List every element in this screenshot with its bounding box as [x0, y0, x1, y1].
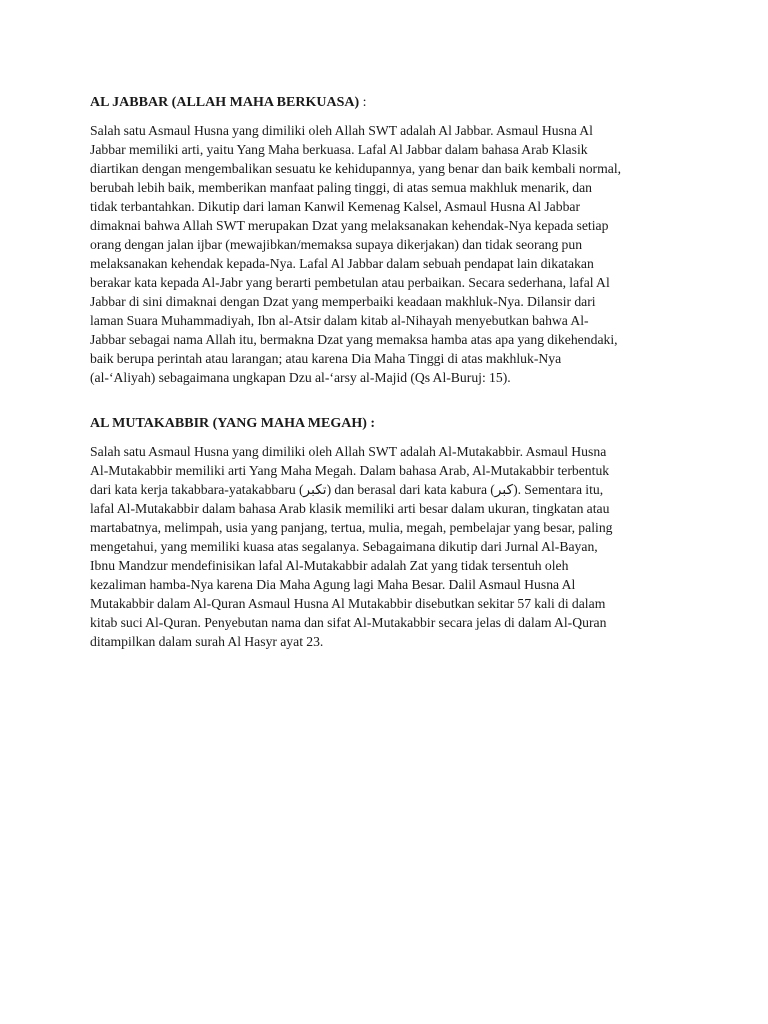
section-al-mutakabbir — [90, 414, 690, 651]
paragraph-line: Jabbar memiliki arti, yaitu Yang Maha berkuasa. Lafal Al Jabbar dalam bahasa Arab Klasik — [90, 142, 588, 157]
paragraph-line: dari kata kerja takabbara-yatakabbaru (تكبر) dan berasal dari kata kabura (كبر). Sementara itu, — [90, 482, 604, 497]
paragraph-line: Mutakabbir dalam Al-Quran Asmaul Husna Al Mutakabbir disebutkan sekitar 57 kali di dalam — [90, 596, 606, 611]
document-content — [90, 93, 690, 651]
paragraph-line: kezaliman hamba-Nya karena Dia Maha Agung lagi Maha Besar. Dalil Asmaul Husna Al — [90, 577, 576, 592]
paragraph-line: Ibnu Mandzur mendefinisikan lafal Al-Mutakabbir adalah Zat yang tidak tersentuh oleh — [90, 558, 569, 573]
section-title-suffix: : — [366, 416, 376, 431]
paragraph-line: Salah satu Asmaul Husna yang dimiliki oleh Allah SWT adalah Al Jabbar. Asmaul Husna Al — [90, 123, 593, 138]
paragraph-line: laman Suara Muhammadiyah, Ibn al-Atsir dalam kitab al-Nihayah menyebutkan bahwa Al- — [90, 313, 589, 328]
section-al-jabbar — [90, 93, 690, 387]
paragraph-line: diartikan dengan mengembalikan sesuatu ke kehidupannya, yang benar dan baik kembali normal, — [90, 161, 622, 176]
paragraph-line: martabatnya, melimpah, usia yang panjang, tertua, mulia, megah, pembelajar yang besar, paling — [90, 520, 613, 535]
paragraph-line: baik berupa perintah atau larangan; atau karena Dia Maha Tinggi di atas makhluk-Nya — [90, 351, 562, 366]
paragraph-line: Jabbar sebagai nama Allah itu, bermakna Dzat yang memaksa hamba atas apa yang dikehendaki, — [90, 332, 618, 347]
section-title: AL JABBAR (ALLAH MAHA BERKUASA) — [90, 95, 360, 110]
section-heading — [90, 93, 690, 112]
paragraph-line: lafal Al-Mutakabbir dalam bahasa Arab klasik memiliki arti besar dalam ukuran, tingkatan atau — [90, 501, 610, 516]
paragraph-line: Salah satu Asmaul Husna yang dimiliki oleh Allah SWT adalah Al-Mutakabbir. Asmaul Husna — [90, 444, 607, 459]
paragraph-line: (al-‘Aliyah) sebagaimana ungkapan Dzu al-‘arsy al-Majid (Qs Al-Buruj: 15). — [90, 370, 511, 385]
section-title-suffix: : — [359, 95, 367, 110]
paragraph-line: berubah lebih baik, memberikan manfaat paling tinggi, di atas semua makhluk menarik, dan — [90, 180, 592, 195]
section-heading — [90, 414, 690, 433]
paragraph-line: berakar kata kepada Al-Jabr yang berarti pembetulan atau perbaikan. Secara sederhana, lafal Al — [90, 275, 610, 290]
paragraph-line: Jabbar di sini dimaknai dengan Dzat yang memperbaiki keadaan makhluk-Nya. Dilansir dari — [90, 294, 596, 309]
paragraph-line: melaksanakan kehendak kepada-Nya. Lafal Al Jabbar dalam sebuah pendapat lain dikatakan — [90, 256, 594, 271]
paragraph-line: mengetahui, yang memiliki kuasa atas segalanya. Sebagaimana dikutip dari Jurnal Al-Bayan, — [90, 539, 598, 554]
section-paragraph — [90, 442, 690, 651]
paragraph-line: dimaknai bahwa Allah SWT merupakan Dzat yang melaksanakan kehendak-Nya kepada setiap — [90, 218, 609, 233]
paragraph-line: orang dengan jalan ijbar (mewajibkan/memaksa supaya dikerjakan) dan tidak seorang pun — [90, 237, 583, 252]
section-title: AL MUTAKABBIR (YANG MAHA MEGAH) — [90, 416, 367, 431]
paragraph-line: tidak terbantahkan. Dikutip dari laman Kanwil Kemenag Kalsel, Asmaul Husna Al Jabbar — [90, 199, 581, 214]
paragraph-line: ditampilkan dalam surah Al Hasyr ayat 23. — [90, 634, 324, 649]
paragraph-line: Al-Mutakabbir memiliki arti Yang Maha Megah. Dalam bahasa Arab, Al-Mutakabbir terbentuk — [90, 463, 610, 478]
paragraph-line: kitab suci Al-Quran. Penyebutan nama dan sifat Al-Mutakabbir secara jelas di dalam Al-Quran — [90, 615, 607, 630]
section-paragraph — [90, 121, 690, 387]
